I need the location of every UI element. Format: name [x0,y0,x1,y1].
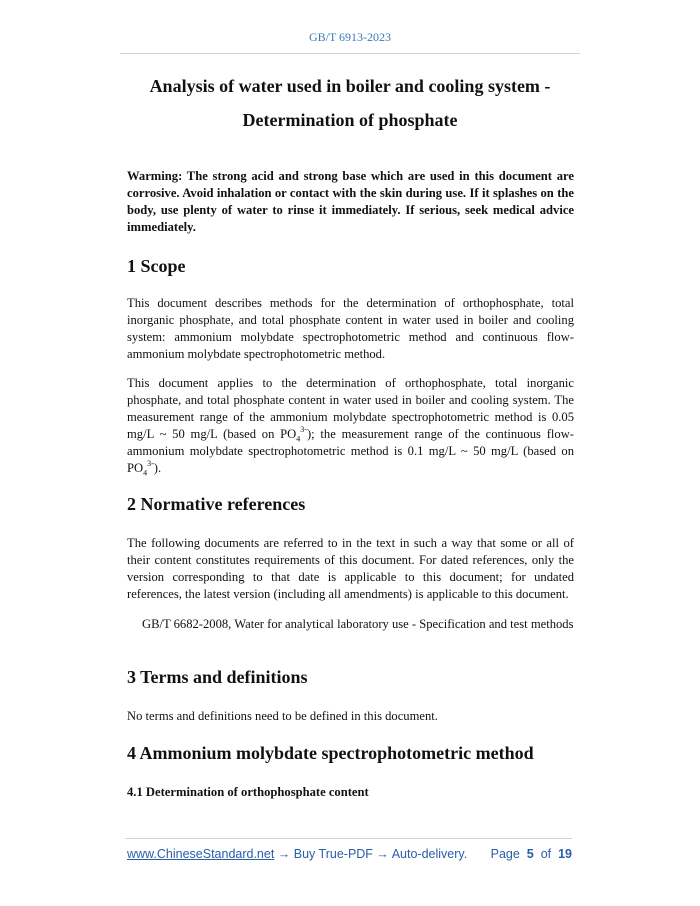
page-indicator [491,847,572,861]
subscript-4: 4 [296,434,301,444]
subscript-4: 4 [143,468,148,478]
scope-paragraph-1: This document describes methods for the determination of orthophosphate, total inorganic phosphate, and total phosphate content in water used in boiler and cooling system: ammonium molybdate spectrophotometric method and continuous flow-ammonium molybdate spectrophotometric method. [127,296,574,362]
scope-paragraph-2-part-a: This document applies to the determination of orthophosphate, total inorganic phosphate, and total phosphate content in water used in boiler and cooling system. The measurement range of the ammonium molybdate spectrophotometric method is 0.05 mg/L ~ 50 mg/L (based on PO [127,376,574,442]
page-total: 19 [558,847,572,861]
warning-paragraph: Warming: The strong acid and strong base which are used in this document are corrosive. Avoid inhalation or contact with the skin during use. If it splashes on the body, use plenty of water to rinse it immediately. If serious, seek medical advice immediately. [127,169,574,235]
section-heading-terms: 3 Terms and definitions [127,667,308,687]
header-standard-code: GB/T 6913-2023 [308,30,392,44]
footer-website-link[interactable]: www.ChineseStandard.net [127,847,275,861]
page-current: 5 [526,847,534,861]
section-heading-normative-references: 2 Normative references [127,494,306,514]
normative-paragraph: The following documents are referred to in the text in such a way that some or all of their content constitutes requirements of this document. For dated references, only the version corresponding to that date is applicable to this document; for undated references, the latest version (including all amendments) is applicable to this document. [127,536,574,602]
document-title-line1: Analysis of water used in boiler and cooling system - [149,76,551,96]
normative-reference-item: GB/T 6682-2008, Water for analytical laboratory use - Specification and test methods [142,617,574,631]
superscript-3-minus: 3- [300,425,307,435]
footer [127,847,572,861]
subsection-heading-4-1: 4.1 Determination of orthophosphate content [127,785,369,799]
header-divider [120,53,580,54]
scope-paragraph-2-part-b: ); the measurement range of the continuous flow-ammonium molybdate spectrophotometric method is 0.1 mg/L ~ 50 mg/L (based on PO [127,427,574,476]
page-of: of [540,847,552,861]
scope-paragraph-2 [127,375,574,478]
section-heading-scope: 1 Scope [127,256,186,276]
footer-divider [125,838,572,839]
section-heading-method: 4 Ammonium molybdate spectrophotometric method [127,743,534,763]
superscript-3-minus: 3- [147,459,154,469]
footer-promo-text: → Buy True-PDF → Auto-delivery. [274,847,468,861]
scope-paragraph-2-part-c: ). [153,461,162,476]
page-label: Page [490,847,520,861]
document-title-line2: Determination of phosphate [242,110,458,130]
terms-paragraph: No terms and definitions need to be defined in this document. [127,709,438,723]
